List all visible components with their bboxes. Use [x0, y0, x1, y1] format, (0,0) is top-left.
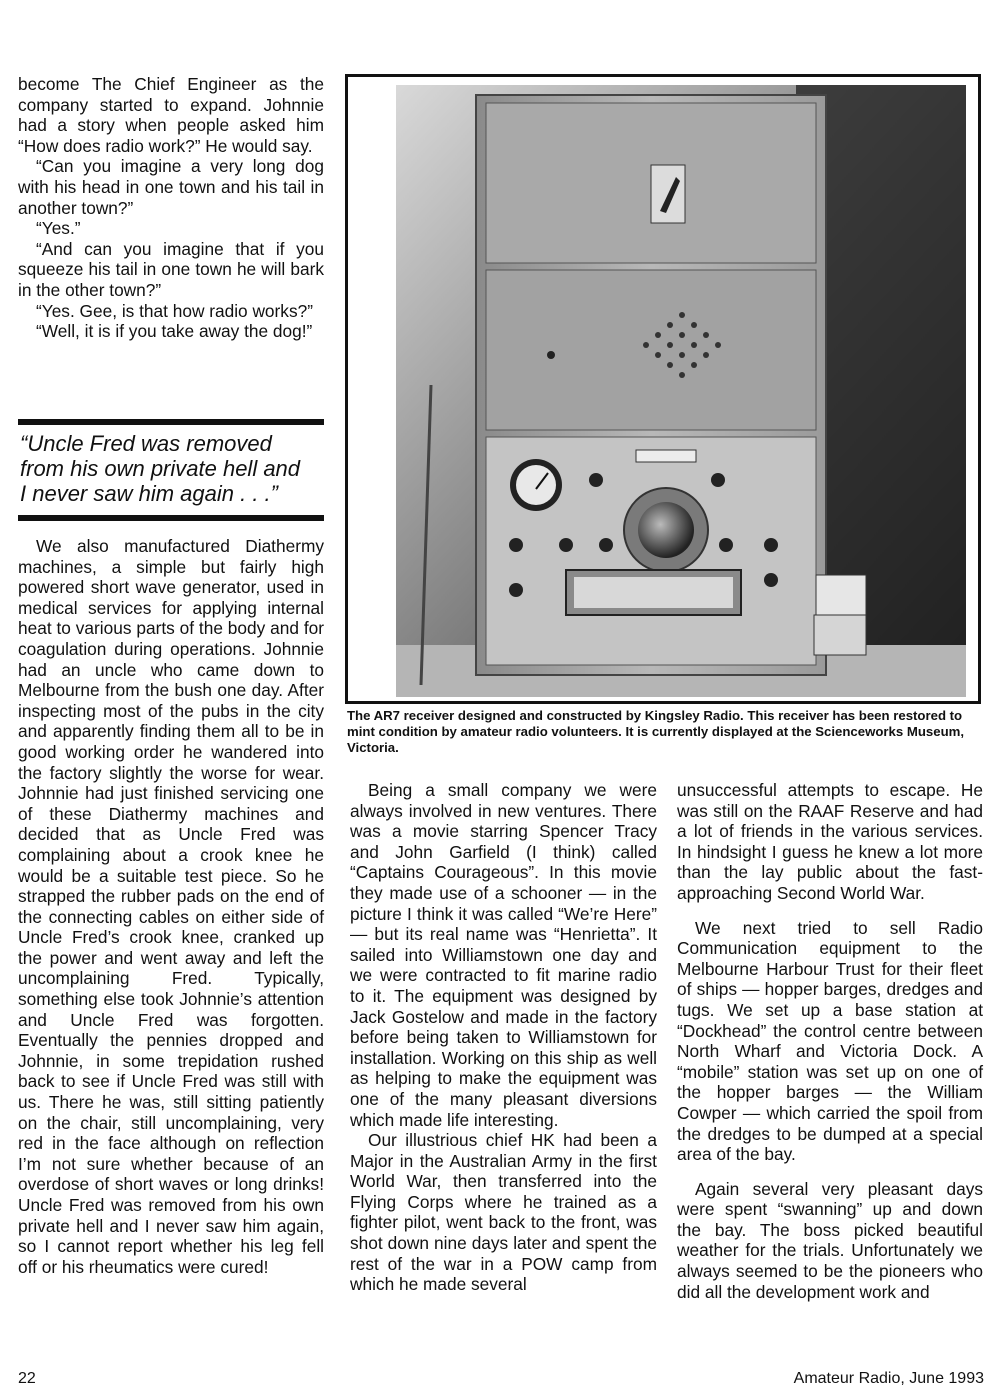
right-column: [677, 780, 983, 1302]
paragraph: “Yes. Gee, is that how radio works?”: [36, 300, 313, 321]
paragraph: “Can you imagine a very long dog with his head in one town and his tail in another town?”: [18, 156, 324, 218]
ar7-receiver-photo: [396, 85, 966, 697]
paragraph: We next tried to sell Radio Communication equipment to the Melbourne Harbour Trust for their fleet of ships — hopper barges, dredges and tugs. We set up a base station at “Dockhead” the control centre between North Wharf and Victoria Dock. A “mobile” station was set up on one of the hopper barges — the William Cowper — which carried the spoil from the dredges to be dumped at a special area of the bay.: [677, 917, 983, 1165]
pull-quote-rule-bottom: [18, 515, 324, 521]
paragraph: We also manufactured Diathermy machines, a simple but fairly high powered short wave generator, used in medical services for applying internal heat to various parts of the body and for coagulation during operations. Johnnie had an uncle who came down to Melbourne from the bush one day. After inspecting most of the pubs in the city and apparently finding them all to be in good working order he wandered into the factory slightly the worse for wear. Johnnie had just finished servicing one of these Diathermy machines and decided that as Uncle Fred was complaining about a crook knee he would be a suitable test piece. So he strapped the rubber pads on the end of the connecting cables on either side of Uncle Fred’s crook knee, cranked up the power and went away and left the uncomplaining Fred. Typically, something else took Johnnie’s attention and Uncle Fred was forgotten. Eventually the pennies dropped and Johnnie, in some trepidation rushed back to see if Uncle Fred was still with us. There he was, still sitting patiently on the chair, still uncomplaining, very red in the face although on reflection I’m not sure whether because of an overdose of short waves or long drinks! Uncle Fred was removed from his own private hell and I never saw him again, so I cannot report whether his leg fell off or his rheumatics were cured!: [18, 536, 324, 1277]
page-number: 22: [18, 1370, 36, 1387]
paragraph: Being a small company we were always involved in new ventures. There was a movie starring Spencer Tracy and John Garfield (I think) called “Captains Courageous”. In this movie they made use of a schooner — in the picture I think it was called “We’re Here” — but its real name was “Henrietta”. It sailed into Williamstown one day and we were contracted to fit marine radio to it. The equipment was designed by Jack Gostelow and made in the factory before being taken to Williamstown for installation. Working on this ship as well as helping to make the equipment was one of the many pleasant diversions which made life interesting.: [350, 780, 657, 1130]
pull-quote-line: I never saw him again . . .”: [20, 481, 278, 506]
magazine-issue: Amateur Radio, June 1993: [793, 1370, 984, 1387]
paragraph: “Well, it is if you take away the dog!”: [36, 321, 313, 342]
pull-quote-line: “Uncle Fred was removed: [20, 431, 272, 456]
paragraph: Our illustrious chief HK had been a Major in the Australian Army in the first World War, then transferred into the Flying Corps where he trained as a fighter pilot, went back to the front, was shot down nine days later and spent the rest of the war in a POW camp from which he made several: [350, 1130, 657, 1295]
paragraph: “And can you imagine that if you squeeze his tail in one town he will bark in the other town?”: [18, 238, 324, 300]
paragraph: become The Chief Engineer as the company started to expand. Johnnie had a story when people asked him “How does radio work?” He would say.: [18, 74, 324, 156]
pull-quote: [18, 431, 326, 506]
left-column-top: [18, 74, 324, 342]
paragraph: unsuccessful attempts to escape. He was still on the RAAF Reserve and had a lot of friends in the various services. In hindsight I guess he knew a lot more than the lay public about the fast-approaching Second World War.: [677, 780, 983, 903]
paragraph: Again several very pleasant days were spent “swanning” up and down the bay. The boss picked beautiful weather for the trials. Unfortunately we always seemed to be the pioneers who did all the development work and: [677, 1178, 983, 1302]
pull-quote-rule-top: [18, 419, 324, 425]
photo-caption: The AR7 receiver designed and constructed by Kingsley Radio. This receiver has been restored to mint condition by amateur radio volunteers. It is currently displayed at the Scienceworks Museum, Victoria.: [347, 708, 965, 755]
pull-quote-line: from his own private hell and: [20, 456, 301, 481]
photo-frame: [345, 74, 981, 704]
paragraph: “Yes.”: [36, 218, 81, 239]
middle-column: [350, 780, 657, 1295]
left-column-main: [18, 536, 324, 1277]
